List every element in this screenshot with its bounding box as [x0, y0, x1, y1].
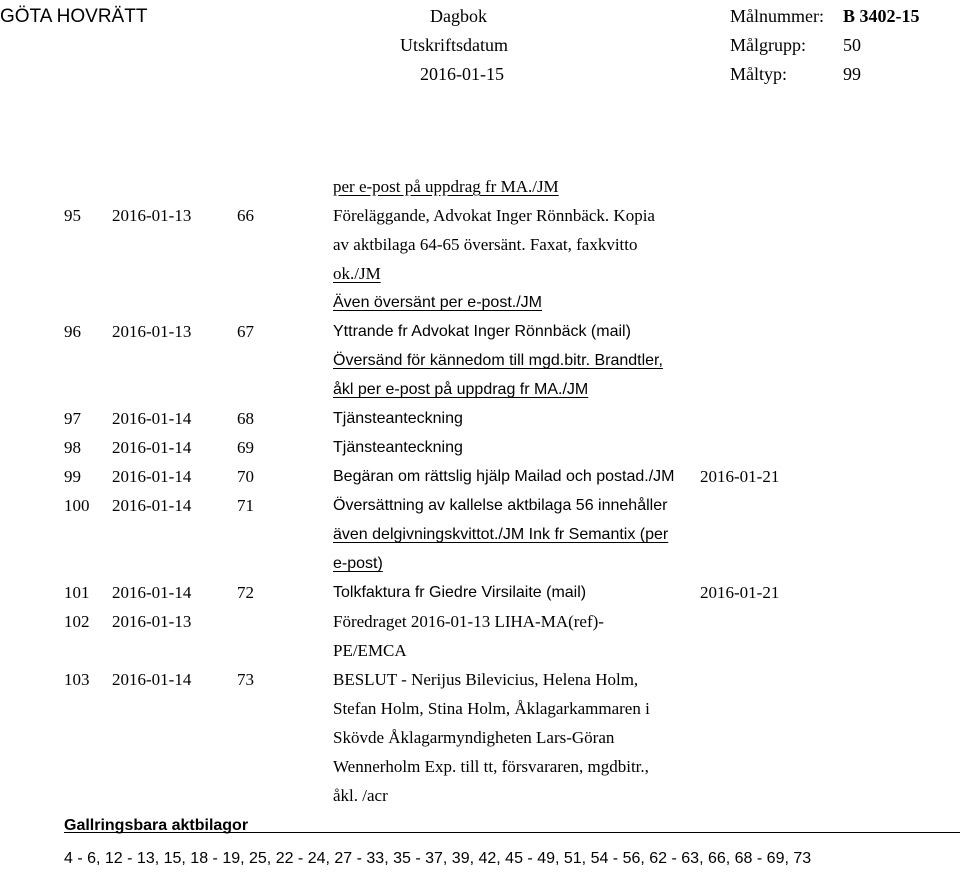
entry-bilaga: 68	[237, 409, 254, 428]
header-labels	[730, 2, 824, 89]
entry-line: Wennerholm Exp. till tt, försvararen, mgdbitr.,	[333, 757, 649, 776]
entry-number: 98	[64, 438, 81, 457]
journal-row	[0, 665, 960, 810]
header-values	[843, 2, 920, 89]
entry-date: 2016-01-14	[112, 583, 192, 602]
case-number-label: Målnummer:	[730, 6, 824, 26]
entry-date: 2016-01-13	[112, 612, 192, 631]
entry-line: Föredraget 2016-01-13 LIHA-MA(ref)-	[333, 612, 604, 631]
entry-date: 2016-01-13	[112, 322, 192, 341]
entry-date: 2016-01-13	[112, 206, 192, 225]
entry-line: ok./JM	[333, 264, 381, 283]
journal-row	[0, 172, 960, 201]
entry-line: per e-post på uppdrag fr MA./JM	[333, 177, 559, 196]
entry-number: 99	[64, 467, 81, 486]
entry-number: 102	[64, 612, 90, 631]
case-type: 99	[843, 64, 861, 84]
entry-text	[333, 462, 693, 491]
entry-bilaga: 70	[237, 467, 254, 486]
entry-text	[333, 404, 693, 433]
entry-sent-date: 2016-01-21	[700, 467, 780, 486]
entry-date: 2016-01-14	[112, 409, 192, 428]
entry-date: 2016-01-14	[112, 467, 192, 486]
entry-line: av aktbilaga 64-65 översänt. Faxat, faxkvitto	[333, 235, 638, 254]
case-number: B 3402-15	[843, 6, 920, 26]
journal-row	[0, 404, 960, 433]
entry-bilaga: 72	[237, 583, 254, 602]
entry-line: även delgivningskvittot./JM Ink fr Semantix (per	[333, 526, 669, 543]
entry-bilaga: 73	[237, 670, 254, 689]
document-title: Dagbok	[430, 6, 487, 26]
entry-line: åkl per e-post på uppdrag fr MA./JM	[333, 381, 589, 398]
entry-line: Tjänsteanteckning	[333, 410, 463, 427]
entry-date: 2016-01-14	[112, 670, 192, 689]
entry-line: Yttrande fr Advokat Inger Rönnbäck (mail)	[333, 323, 631, 340]
entry-bilaga: 67	[237, 322, 254, 341]
entry-number: 97	[64, 409, 81, 428]
entry-sent-date: 2016-01-21	[700, 583, 780, 602]
entry-text	[333, 433, 693, 462]
gallring-title: Gallringsbara aktbilagor	[64, 817, 249, 834]
entry-text	[333, 317, 693, 404]
entry-number: 101	[64, 583, 90, 602]
entry-line: Föreläggande, Advokat Inger Rönnbäck. Kopia	[333, 206, 655, 225]
entry-line: Även översänt per e-post./JM	[333, 294, 542, 311]
journal-row	[0, 578, 960, 607]
entry-text	[333, 578, 693, 607]
entry-line: Tolkfaktura fr Giedre Virsilaite (mail)	[333, 584, 587, 601]
journal-row	[0, 433, 960, 462]
entry-bilaga: 66	[237, 206, 254, 225]
entry-line: Översättning av kallelse aktbilaga 56 innehåller	[333, 497, 668, 514]
case-type-label: Måltyp:	[730, 64, 787, 84]
entry-line: Översänd för kännedom till mgd.bitr. Brandtler,	[333, 352, 663, 369]
entry-line: åkl. /acr	[333, 786, 388, 805]
entry-bilaga: 71	[237, 496, 254, 515]
entry-text	[333, 607, 693, 665]
entry-text	[333, 491, 693, 578]
header-center	[400, 2, 530, 89]
gallring-divider	[64, 832, 960, 833]
gallring-list: 4 - 6, 12 - 13, 15, 18 - 19, 25, 22 - 24, 27 - 33, 35 - 37, 39, 42, 45 - 49, 51, 54 - 56, 62 - 63, 66, 68 - 69, 73	[64, 850, 812, 867]
entry-date: 2016-01-14	[112, 438, 192, 457]
entry-line: e-post)	[333, 555, 383, 572]
print-date-label: Utskriftsdatum	[400, 35, 508, 55]
journal-row	[0, 491, 960, 578]
journal-row	[0, 317, 960, 404]
entry-number: 95	[64, 206, 81, 225]
entry-number: 96	[64, 322, 81, 341]
entry-line: Skövde Åklagarmyndigheten Lars-Göran	[333, 728, 615, 747]
entry-number: 100	[64, 496, 90, 515]
entry-text	[333, 665, 693, 810]
entry-line: Tjänsteanteckning	[333, 439, 463, 456]
entry-line: PE/EMCA	[333, 641, 407, 660]
entry-line: Begäran om rättslig hjälp Mailad och postad./JM	[333, 468, 675, 485]
entry-line: Stefan Holm, Stina Holm, Åklagarkammaren i	[333, 699, 650, 718]
entry-bilaga: 69	[237, 438, 254, 457]
court-name: GÖTA HOVRÄTT	[0, 6, 148, 27]
print-date: 2016-01-15	[420, 64, 504, 84]
entry-text	[333, 172, 693, 201]
journal-row	[0, 201, 960, 317]
journal-row	[0, 462, 960, 491]
entry-line: BESLUT - Nerijus Bilevicius, Helena Holm,	[333, 670, 639, 689]
entry-text	[333, 201, 693, 317]
case-group: 50	[843, 35, 861, 55]
entry-number: 103	[64, 670, 90, 689]
journal-entries	[0, 172, 960, 810]
journal-row	[0, 607, 960, 665]
case-group-label: Målgrupp:	[730, 35, 806, 55]
entry-date: 2016-01-14	[112, 496, 192, 515]
